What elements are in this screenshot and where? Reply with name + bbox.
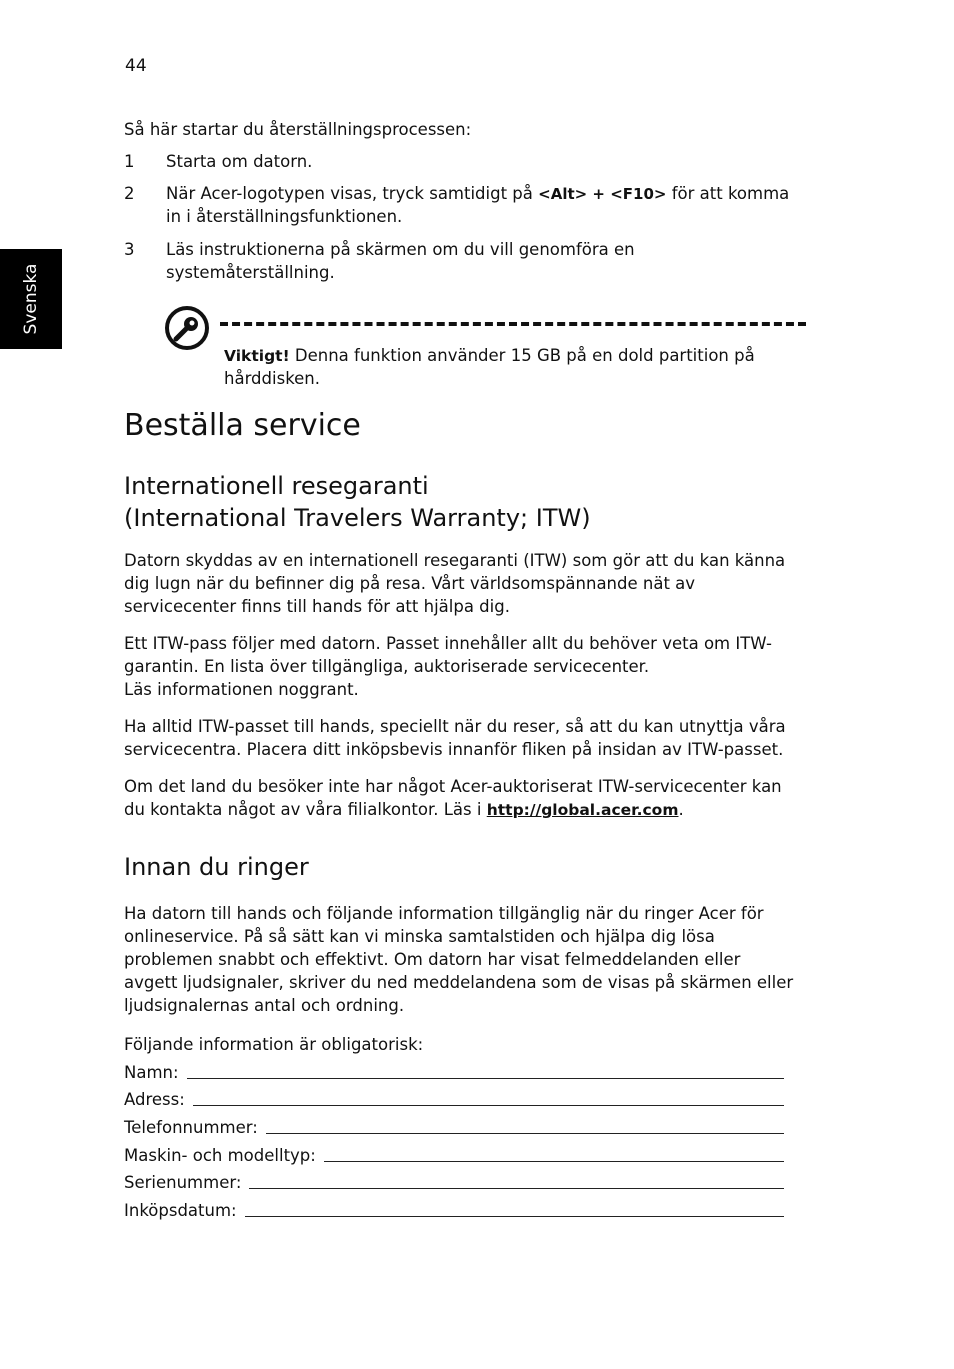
side-tab-label: Svenska [21, 263, 41, 335]
required-info-text: Följande information är obligatorisk: [124, 1035, 424, 1054]
text-line: problemen snabbt och effektivt. Om datorn har visat felmeddelanden eller [124, 950, 741, 969]
text-line: servicecenter finns till hands för att hjälpa dig. [124, 597, 510, 616]
note-divider [220, 322, 806, 326]
step-number: 2 [124, 184, 135, 203]
text-line: garantin. En lista över tillgängliga, auktoriserade servicecenter. [124, 657, 650, 676]
section-title: Beställa service [124, 408, 361, 443]
fill-in-line [249, 1188, 784, 1189]
language-side-tab [0, 249, 62, 349]
text-line: ljudsignalernas antal och ordning. [124, 996, 405, 1015]
text-line: dig lugn när du befinner dig på resa. Vårt världsomspännande nät av [124, 574, 696, 593]
itw-paragraph-4 [124, 775, 814, 822]
key-combination: <Alt> + <F10> [538, 185, 667, 203]
itw-title-line2: (International Travelers Warranty; ITW) [124, 504, 591, 532]
itw-paragraph-2 [124, 632, 814, 701]
before-call-paragraph [124, 902, 814, 1017]
form-field-name [124, 1061, 784, 1084]
form-field-address [124, 1088, 784, 1111]
field-label: Maskin- och modelltyp: [124, 1146, 316, 1165]
field-label: Serienummer: [124, 1173, 242, 1192]
text-span: . [678, 800, 684, 819]
fill-in-line [187, 1078, 784, 1079]
step-text: Starta om datorn. [166, 152, 313, 171]
text-span: du kontakta något av våra filialkontor. Läs i [124, 800, 487, 819]
note-line2: hårddisken. [224, 369, 321, 388]
before-call-title: Innan du ringer [124, 853, 309, 881]
key-icon [164, 305, 210, 351]
form-field-model [124, 1144, 784, 1167]
note-label: Viktigt! [224, 347, 290, 365]
text-line: onlineservice. På så sätt kan vi minska samtalstiden och hjälpa dig lösa [124, 927, 715, 946]
form-field-phone [124, 1116, 784, 1139]
intro-text: Så här startar du återställningsprocessen: [124, 120, 472, 139]
text-line: Om det land du besöker inte har något Acer-auktoriserat ITW-servicecenter kan [124, 777, 782, 796]
text-line: Ha alltid ITW-passet till hands, speciellt när du reser, så att du kan utnyttja våra [124, 717, 786, 736]
acer-website-link[interactable]: http://global.acer.com [486, 801, 679, 819]
text-line: Datorn skyddas av en internationell resegaranti (ITW) som gör att du kan känna [124, 551, 786, 570]
fill-in-line [324, 1161, 784, 1162]
itw-paragraph-1 [124, 549, 814, 618]
text-line: Ett ITW-pass följer med datorn. Passet innehåller allt du behöver veta om ITW- [124, 634, 772, 653]
step-text: Läs instruktionerna på skärmen om du vill genomföra en [166, 240, 635, 259]
text-line: Ha datorn till hands och följande information tillgänglig när du ringer Acer för [124, 904, 764, 923]
itw-paragraph-3 [124, 715, 814, 761]
text-line: servicecentra. Placera ditt inköpsbevis innanför fliken på insidan av ITW-passet. [124, 740, 784, 759]
step-number: 3 [124, 240, 135, 259]
step-text-post: för att komma [671, 184, 790, 203]
text-line: Läs informationen noggrant. [124, 680, 359, 699]
form-field-serial [124, 1171, 784, 1194]
note-line1: Denna funktion använder 15 GB på en dold partition på [289, 346, 755, 365]
fill-in-line [245, 1216, 784, 1217]
text-line: avgett ljudsignaler, skriver du ned meddelandena som de visas på skärmen eller [124, 973, 794, 992]
step-text-pre: När Acer-logotypen visas, tryck samtidigt på [166, 184, 533, 203]
step-text-line2: systemåterställning. [166, 263, 335, 282]
field-label: Adress: [124, 1090, 185, 1109]
field-label: Namn: [124, 1063, 179, 1082]
note-text [224, 344, 755, 368]
field-label: Inköpsdatum: [124, 1201, 237, 1220]
step-number: 1 [124, 152, 135, 171]
itw-title-line1: Internationell resegaranti [124, 472, 429, 500]
form-field-purchase-date [124, 1199, 784, 1222]
page-number: 44 [125, 56, 147, 76]
text-line [124, 798, 814, 822]
field-label: Telefonnummer: [124, 1118, 258, 1137]
step-text [166, 182, 789, 206]
step-text-line2: in i återställningsfunktionen. [166, 207, 403, 226]
fill-in-line [193, 1105, 784, 1106]
fill-in-line [266, 1133, 784, 1134]
